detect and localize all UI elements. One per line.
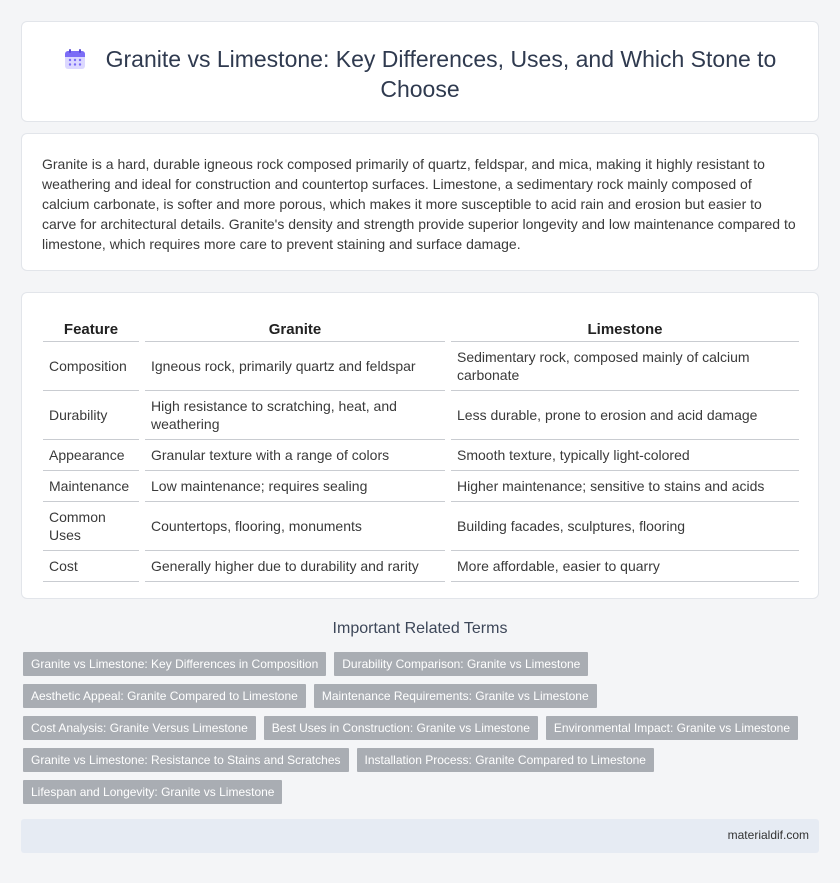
limestone-cell: Less durable, prone to erosion and acid damage xyxy=(451,391,799,440)
table-row xyxy=(43,440,799,471)
granite-cell: Granular texture with a range of colors xyxy=(145,440,445,471)
related-term-tag[interactable]: Cost Analysis: Granite Versus Limestone xyxy=(23,716,256,740)
header-limestone: Limestone xyxy=(451,312,799,342)
granite-cell: High resistance to scratching, heat, and weathering xyxy=(145,391,445,440)
calendar-icon xyxy=(64,48,86,70)
header-feature: Feature xyxy=(43,312,139,342)
comparison-table xyxy=(37,312,805,582)
related-term-tag[interactable]: Maintenance Requirements: Granite vs Limestone xyxy=(314,684,597,708)
related-term-tag[interactable]: Best Uses in Construction: Granite vs Limestone xyxy=(264,716,538,740)
header-card xyxy=(21,21,819,122)
table-header-row xyxy=(43,312,799,342)
related-term-tag[interactable]: Installation Process: Granite Compared to Limestone xyxy=(357,748,654,772)
page-title: Granite vs Limestone: Key Differences, Uses, and Which Stone to Choose xyxy=(105,46,777,102)
table-row xyxy=(43,551,799,582)
table-row xyxy=(43,502,799,551)
footer-site-link[interactable]: materialdif.com xyxy=(727,828,809,842)
related-terms-title: Important Related Terms xyxy=(332,620,508,637)
feature-cell: Maintenance xyxy=(43,471,139,502)
granite-cell: Igneous rock, primarily quartz and feldspar xyxy=(145,342,445,391)
related-term-tag[interactable]: Granite vs Limestone: Key Differences in Composition xyxy=(23,652,326,676)
intro-paragraph: Granite is a hard, durable igneous rock composed primarily of quartz, feldspar, and mica, making it highly resistant to weathering and ideal for construction and countertop surfaces. Limestone, a sedimentary rock mainly composed of calcium carbonate, is softer and more porous, which makes it more susceptible to acid rain and erosion but easier to carve for architectural details. Granite's density and strength provide superior longevity and low maintenance compared to limestone, which requires more care to prevent staining and surface damage. xyxy=(42,156,796,252)
related-term-tag[interactable]: Lifespan and Longevity: Granite vs Limestone xyxy=(23,780,282,804)
related-term-tag[interactable]: Environmental Impact: Granite vs Limestone xyxy=(546,716,798,740)
feature-cell: Composition xyxy=(43,342,139,391)
table-row xyxy=(43,471,799,502)
feature-cell: Durability xyxy=(43,391,139,440)
related-term-tag[interactable]: Aesthetic Appeal: Granite Compared to Limestone xyxy=(23,684,306,708)
footer xyxy=(21,819,819,853)
granite-cell: Generally higher due to durability and rarity xyxy=(145,551,445,582)
header-granite: Granite xyxy=(145,312,445,342)
related-terms-list xyxy=(23,652,813,804)
feature-cell: Common Uses xyxy=(43,502,139,551)
limestone-cell: Smooth texture, typically light-colored xyxy=(451,440,799,471)
limestone-cell: Building facades, sculptures, flooring xyxy=(451,502,799,551)
limestone-cell: Higher maintenance; sensitive to stains and acids xyxy=(451,471,799,502)
table-row xyxy=(43,342,799,391)
limestone-cell: Sedimentary rock, composed mainly of calcium carbonate xyxy=(451,342,799,391)
intro-card xyxy=(21,133,819,271)
granite-cell: Countertops, flooring, monuments xyxy=(145,502,445,551)
related-term-tag[interactable]: Granite vs Limestone: Resistance to Stains and Scratches xyxy=(23,748,349,772)
limestone-cell: More affordable, easier to quarry xyxy=(451,551,799,582)
table-row xyxy=(43,391,799,440)
feature-cell: Appearance xyxy=(43,440,139,471)
granite-cell: Low maintenance; requires sealing xyxy=(145,471,445,502)
comparison-card xyxy=(21,292,819,599)
page-title-wrap xyxy=(22,44,818,104)
feature-cell: Cost xyxy=(43,551,139,582)
related-term-tag[interactable]: Durability Comparison: Granite vs Limestone xyxy=(334,652,588,676)
